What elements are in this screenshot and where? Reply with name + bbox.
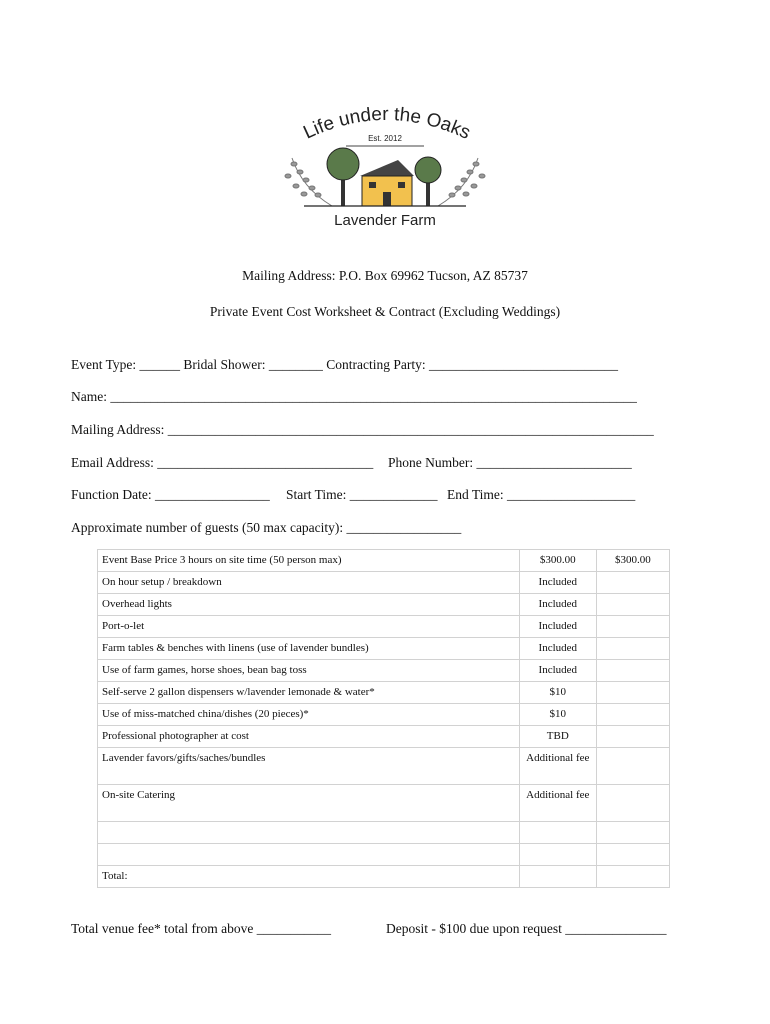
table-row: Professional photographer at cost TBD [98,726,670,748]
table-row: Lavender favors/gifts/saches/bundles Additional fee [98,748,670,785]
end-time-line[interactable]: End Time: ___________________ [447,487,636,502]
table-row: Total: [98,866,670,888]
table-row: On hour setup / breakdown Included [98,572,670,594]
table-row: Use of farm games, horse shoes, bean bag toss Included [98,660,670,682]
table-row: Event Base Price 3 hours on site time (50 person max) $300.00 $300.00 [98,550,670,572]
farm-logo [274,98,496,230]
table-row [98,844,670,866]
table-row: Farm tables & benches with linens (use of lavender bundles) Included [98,638,670,660]
guest-count-line[interactable]: Approximate number of guests (50 max capacity): _________________ [71,520,462,535]
phone-line[interactable]: Phone Number: _______________________ [388,455,632,470]
table-row [98,822,670,844]
table-row: Use of miss-matched china/dishes (20 pieces)* $10 [98,704,670,726]
event-type-line[interactable]: Event Type: ______ Bridal Shower: ________ Contracting Party: ____________________________ [71,357,619,372]
page-title: Private Event Cost Worksheet & Contract (Excluding Weddings) [209,304,561,319]
logo-est-text: Est. 2012 [368,134,402,143]
email-line[interactable]: Email Address: ________________________________ [71,455,374,470]
table-row: On-site Catering Additional fee [98,785,670,822]
start-time-line[interactable]: Start Time: _____________ [286,487,438,502]
table-row: Port-o-let Included [98,616,670,638]
table-row: Self-serve 2 gallon dispensers w/lavender lemonade & water* $10 [98,682,670,704]
logo-subtitle-text: Lavender Farm [334,212,436,229]
deposit-line[interactable]: Deposit - $100 due upon request _______________ [386,921,667,936]
logo-title-text: Life under the Oaks [300,103,474,144]
table-row: Overhead lights Included [98,594,670,616]
mailing-address: Mailing Address: P.O. Box 69962 Tucson, AZ 85737 [242,268,528,283]
mailing-address-line[interactable]: Mailing Address: ________________________________________________________________________ [71,422,654,437]
venue-fee-line[interactable]: Total venue fee* total from above ___________ [71,921,331,936]
name-line[interactable]: Name: ______________________________________________________________________________ [71,389,637,404]
function-date-line[interactable]: Function Date: _________________ [71,487,270,502]
cost-table [97,549,670,888]
